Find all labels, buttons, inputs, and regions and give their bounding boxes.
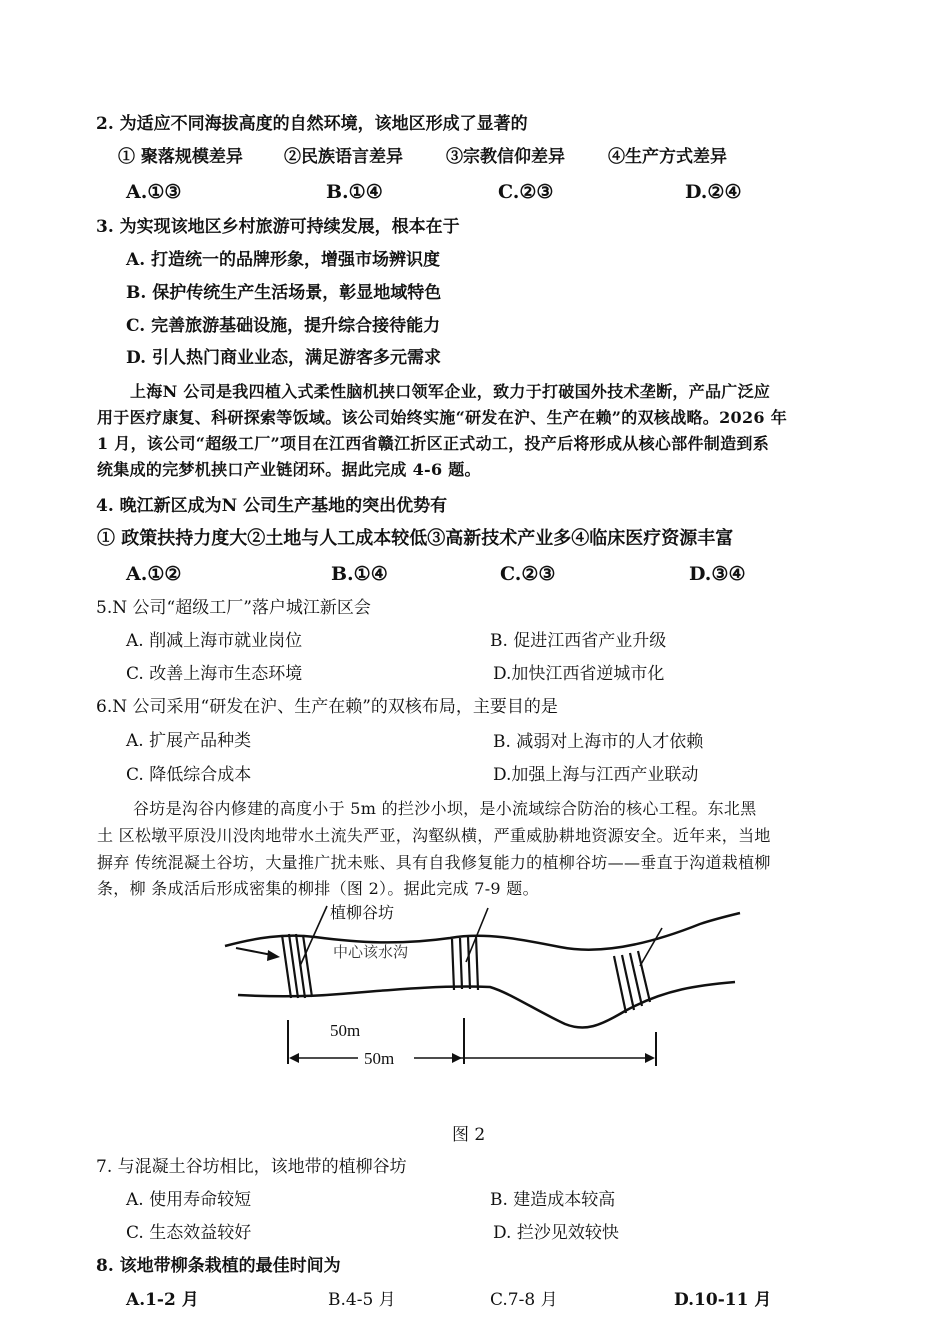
q8-choice-c: C.7-8 月 xyxy=(490,1290,558,1310)
q6-stem: 6.N 公司采用“研发在沪、生产在赖”的双核布局，主要目的是 xyxy=(96,697,558,717)
figure-distance-2: 50m xyxy=(364,1049,395,1068)
q2-choice-d: D.②④ xyxy=(685,181,742,203)
q8-stem: 8. 该地带柳条栽植的最佳时间为 xyxy=(96,1256,341,1276)
flow-arrow-line xyxy=(236,948,272,955)
q2-item-4: ④生产方式差异 xyxy=(608,147,727,167)
passage2-line-3: 摒弃 传统混凝土谷坊，大量推广扰未账、具有自我修复能力的植柳谷坊——垂直于沟道栽植柳 xyxy=(97,853,771,872)
q3-choice-d: D. 引人热门商业业态，满足游客多元需求 xyxy=(126,348,441,368)
figure-caption: 图 2 xyxy=(452,1125,486,1145)
q6-choice-b: B. 减弱对上海市的人才依赖 xyxy=(493,732,704,752)
q5-choice-d: D.加快江西省逆城市化 xyxy=(493,664,665,684)
q6-choice-d: D.加强上海与江西产业联动 xyxy=(493,765,699,785)
q6-choice-c: C. 降低综合成本 xyxy=(126,765,252,785)
q4-items: ① 政策扶持力度大②土地与人工成本较低③高新技术产业多④临床医疗资源丰富 xyxy=(97,528,734,549)
q2-item-3: ③宗教信仰差异 xyxy=(446,147,565,167)
passage1-line-2: 用于医疗康复、科研探索等饭域。该公司始终实施“研发在沪、生产在赖”的双核战略。2026 年 xyxy=(97,408,788,427)
q5-choice-b: B. 促进江西省产业升级 xyxy=(490,631,667,651)
q3-choice-b: B. 保护传统生产生活场景，彰显地域特色 xyxy=(126,283,442,303)
passage2-line-4: 条，柳 条成活后形成密集的柳排（图 2）。据此完成 7-9 题。 xyxy=(97,879,539,898)
q4-choice-d: D.③④ xyxy=(689,563,746,585)
leader-line-3 xyxy=(640,928,662,966)
q2-stem: 2. 为适应不同海拔高度的自然环境，该地区形成了显著的 xyxy=(96,114,528,134)
q3-stem: 3. 为实现该地区乡村旅游可持续发展，根本在于 xyxy=(96,217,460,237)
q5-stem: 5.N 公司“超级工厂”落户城江新区会 xyxy=(96,598,371,618)
q2-choice-a: A.①③ xyxy=(126,181,182,203)
q6-choice-a: A. 扩展产品种类 xyxy=(126,731,252,751)
flow-arrow-head xyxy=(267,950,280,961)
channel-upper-bank xyxy=(225,913,740,950)
willow-check-dam-1 xyxy=(282,934,312,998)
q4-choice-b: B.①④ xyxy=(331,563,388,585)
q2-item-1: ① 聚落规模差异 xyxy=(118,147,243,167)
passage1-line-3: 1 月，该公司“超级工厂”项目在江西省赣江折区正式动工，投产后将形成从核心部件制造到系 xyxy=(97,434,770,453)
q4-choice-c: C.②③ xyxy=(500,563,556,585)
q8-choice-b: B.4-5 月 xyxy=(328,1290,396,1310)
passage1-line-4: 统集成的完梦机挟口产业链闭环。据此完成 4-6 题。 xyxy=(97,460,481,479)
passage2-line-2: 土 区松墩平原没川没肉地带水土流失严亚，沟壑纵横，严重威胁耕地资源安全。近年来，当地 xyxy=(97,826,771,845)
q2-choice-c: C.②③ xyxy=(498,181,554,203)
q7-choice-d: D. 拦沙见效较快 xyxy=(493,1223,619,1243)
figure-distance-1: 50m xyxy=(330,1021,361,1040)
figure-label-willow-dam: 植柳谷坊 xyxy=(330,905,395,922)
willow-check-dam-3 xyxy=(614,951,650,1013)
dimension-arrow-mid xyxy=(452,1053,462,1063)
passage1-line-1: 上海N 公司是我四植入式柔性脑机挟口领军企业，致力于打破国外技术垄断，产品广泛应 xyxy=(130,382,771,401)
q3-choice-a: A. 打造统一的品牌形象，增强市场辨识度 xyxy=(126,250,441,270)
q8-choice-d: D.10-11 月 xyxy=(674,1290,772,1310)
figure-label-channel: 中心该水沟 xyxy=(333,945,409,961)
q7-choice-a: A. 使用寿命较短 xyxy=(126,1190,252,1210)
q4-choice-a: A.①② xyxy=(126,563,182,585)
q2-item-2: ②民族语言差异 xyxy=(284,147,403,167)
q7-choice-c: C. 生态效益较好 xyxy=(126,1223,252,1243)
q3-choice-c: C. 完善旅游基础设施，提升综合接待能力 xyxy=(126,316,441,336)
passage2-line-1: 谷坊是沟谷内修建的高度小于 5m 的拦沙小坝，是小流域综合防治的核心工程。东北黑 xyxy=(133,799,757,818)
dimension-arrow-right xyxy=(645,1053,655,1063)
q8-choice-a: A.1-2 月 xyxy=(126,1290,199,1310)
q7-choice-b: B. 建造成本较高 xyxy=(490,1190,616,1210)
dimension-arrow-left xyxy=(289,1053,299,1063)
q4-stem: 4. 晚江新区成为N 公司生产基地的突出优势有 xyxy=(96,496,448,516)
channel-lower-bank xyxy=(238,982,735,1028)
q5-choice-a: A. 削减上海市就业岗位 xyxy=(126,631,303,651)
q2-choice-b: B.①④ xyxy=(326,181,383,203)
q5-choice-c: C. 改善上海市生态环境 xyxy=(126,664,303,684)
q7-stem: 7. 与混凝土谷坊相比，该地带的植柳谷坊 xyxy=(96,1157,407,1177)
